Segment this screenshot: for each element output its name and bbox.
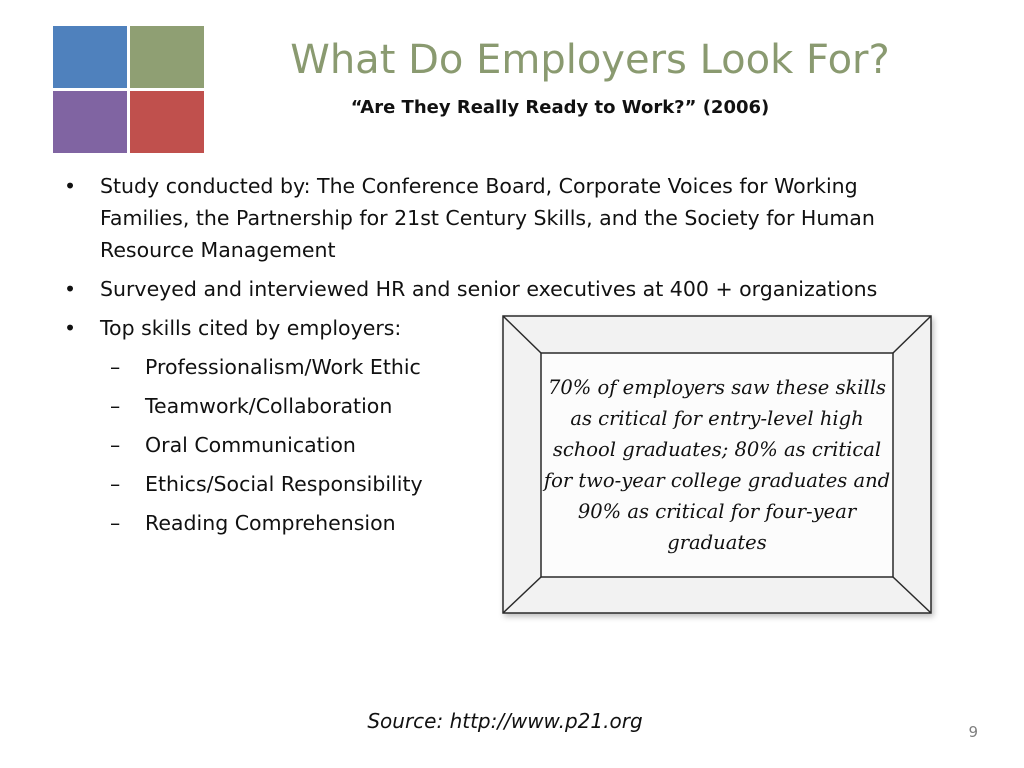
logo-tile-purple bbox=[53, 91, 127, 153]
bullet-marker: • bbox=[63, 277, 77, 301]
bullet-item bbox=[60, 170, 940, 266]
page-number: 9 bbox=[968, 723, 978, 741]
bullet-text: Top skills cited by employers: bbox=[100, 316, 402, 340]
sub-bullet-marker: – bbox=[110, 394, 121, 418]
slide-subtitle: “Are They Really Ready to Work?” (2006) bbox=[350, 97, 770, 118]
sub-bullet-text: Professionalism/Work Ethic bbox=[145, 355, 421, 379]
bullet-text: Surveyed and interviewed HR and senior executives at 400 + organizations bbox=[100, 277, 878, 301]
callout-text-box bbox=[542, 375, 892, 555]
bullet-marker: • bbox=[63, 316, 77, 340]
source-citation: Source: http://www.p21.org bbox=[367, 709, 643, 733]
logo-tile-green bbox=[130, 26, 204, 88]
sub-bullet-text: Teamwork/Collaboration bbox=[145, 394, 393, 418]
sub-bullet-text: Ethics/Social Responsibility bbox=[145, 472, 423, 496]
sub-bullet-marker: – bbox=[110, 433, 121, 457]
bullet-item bbox=[60, 273, 940, 305]
logo-tile-red bbox=[130, 91, 204, 153]
logo-tile-blue bbox=[53, 26, 127, 88]
sub-bullet-marker: – bbox=[110, 355, 121, 379]
bullet-text: Study conducted by: The Conference Board, Corporate Voices for Working Families, the Partnership for 21st Century Skills, and the Society for Human Resource Management bbox=[100, 174, 875, 262]
sub-bullet-text: Reading Comprehension bbox=[145, 511, 396, 535]
sub-bullet-marker: – bbox=[110, 472, 121, 496]
sub-bullet-text: Oral Communication bbox=[145, 433, 356, 457]
sub-bullet-marker: – bbox=[110, 511, 121, 535]
slide-title: What Do Employers Look For? bbox=[290, 37, 890, 83]
bullet-marker: • bbox=[63, 174, 77, 198]
callout-text: 70% of employers saw these skills as critical for entry-level high school graduates; 80% as critical for two-year college graduates and 90% as critical for four-year graduates bbox=[543, 376, 891, 554]
